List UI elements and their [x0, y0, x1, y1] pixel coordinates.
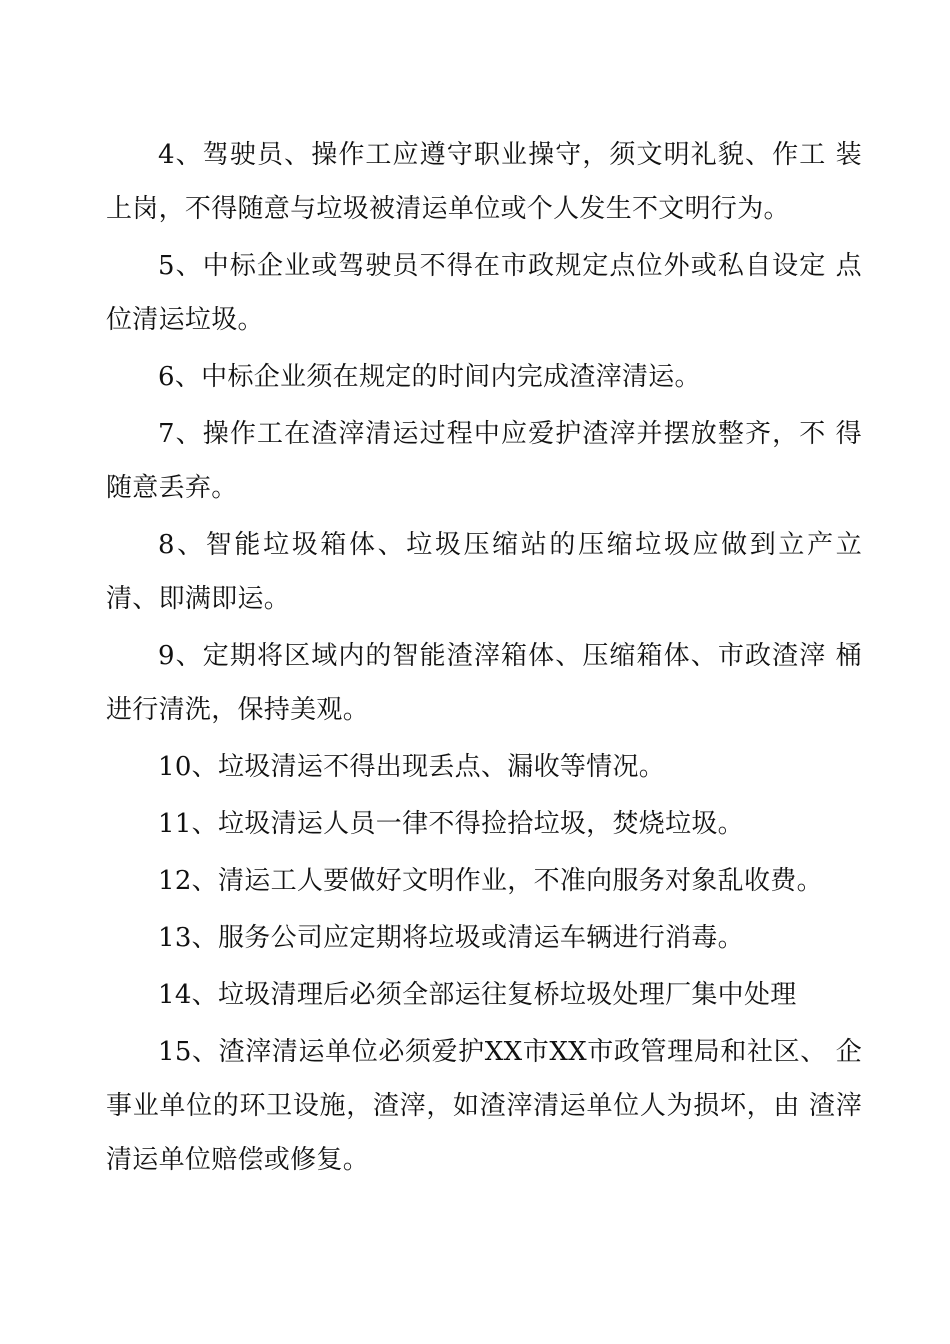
- paragraph-item-8: 8、智能垃圾箱体、垃圾压缩站的压缩垃圾应做到立产立 清、即满即运。: [106, 530, 862, 614]
- paragraph-item-5: 5、中标企业或驾驶员不得在市政规定点位外或私自设定 点位清运垃圾。: [106, 251, 862, 335]
- paragraph-item-10: 10、垃圾清运不得出现丢点、漏收等情况。: [158, 752, 666, 782]
- paragraph-item-11: 11、垃圾清运人员一律不得捡拾垃圾，焚烧垃圾。: [158, 809, 744, 839]
- paragraph-item-14: 14、垃圾清理后必须全部运往复桥垃圾处理厂集中处理: [158, 980, 797, 1010]
- paragraph-item-4: 4、驾驶员、操作工应遵守职业操守，须文明礼貌、作工 装上岗，不得随意与垃圾被清运单位或个人发生不文明行为。: [106, 140, 862, 224]
- paragraph-item-6: 6、中标企业须在规定的时间内完成渣滓清运。: [158, 362, 701, 392]
- paragraph-item-15: 15、渣滓清运单位必须爱护XX市XX市政管理局和社区、 企事业单位的环卫设施，渣滓，如渣滓清运单位人为损坏，由 渣滓清运单位赔偿或修复。: [106, 1037, 862, 1175]
- paragraph-item-13: 13、服务公司应定期将垃圾或清运车辆进行消毒。: [158, 923, 744, 953]
- document-body: [106, 128, 862, 1190]
- paragraph-item-7: 7、操作工在渣滓清运过程中应爱护渣滓并摆放整齐，不 得随意丢弃。: [106, 419, 862, 503]
- paragraph-item-12: 12、清运工人要做好文明作业，不准向服务对象乱收费。: [158, 866, 823, 896]
- paragraph-item-9: 9、定期将区域内的智能渣滓箱体、压缩箱体、市政渣滓 桶进行清洗，保持美观。: [106, 641, 862, 725]
